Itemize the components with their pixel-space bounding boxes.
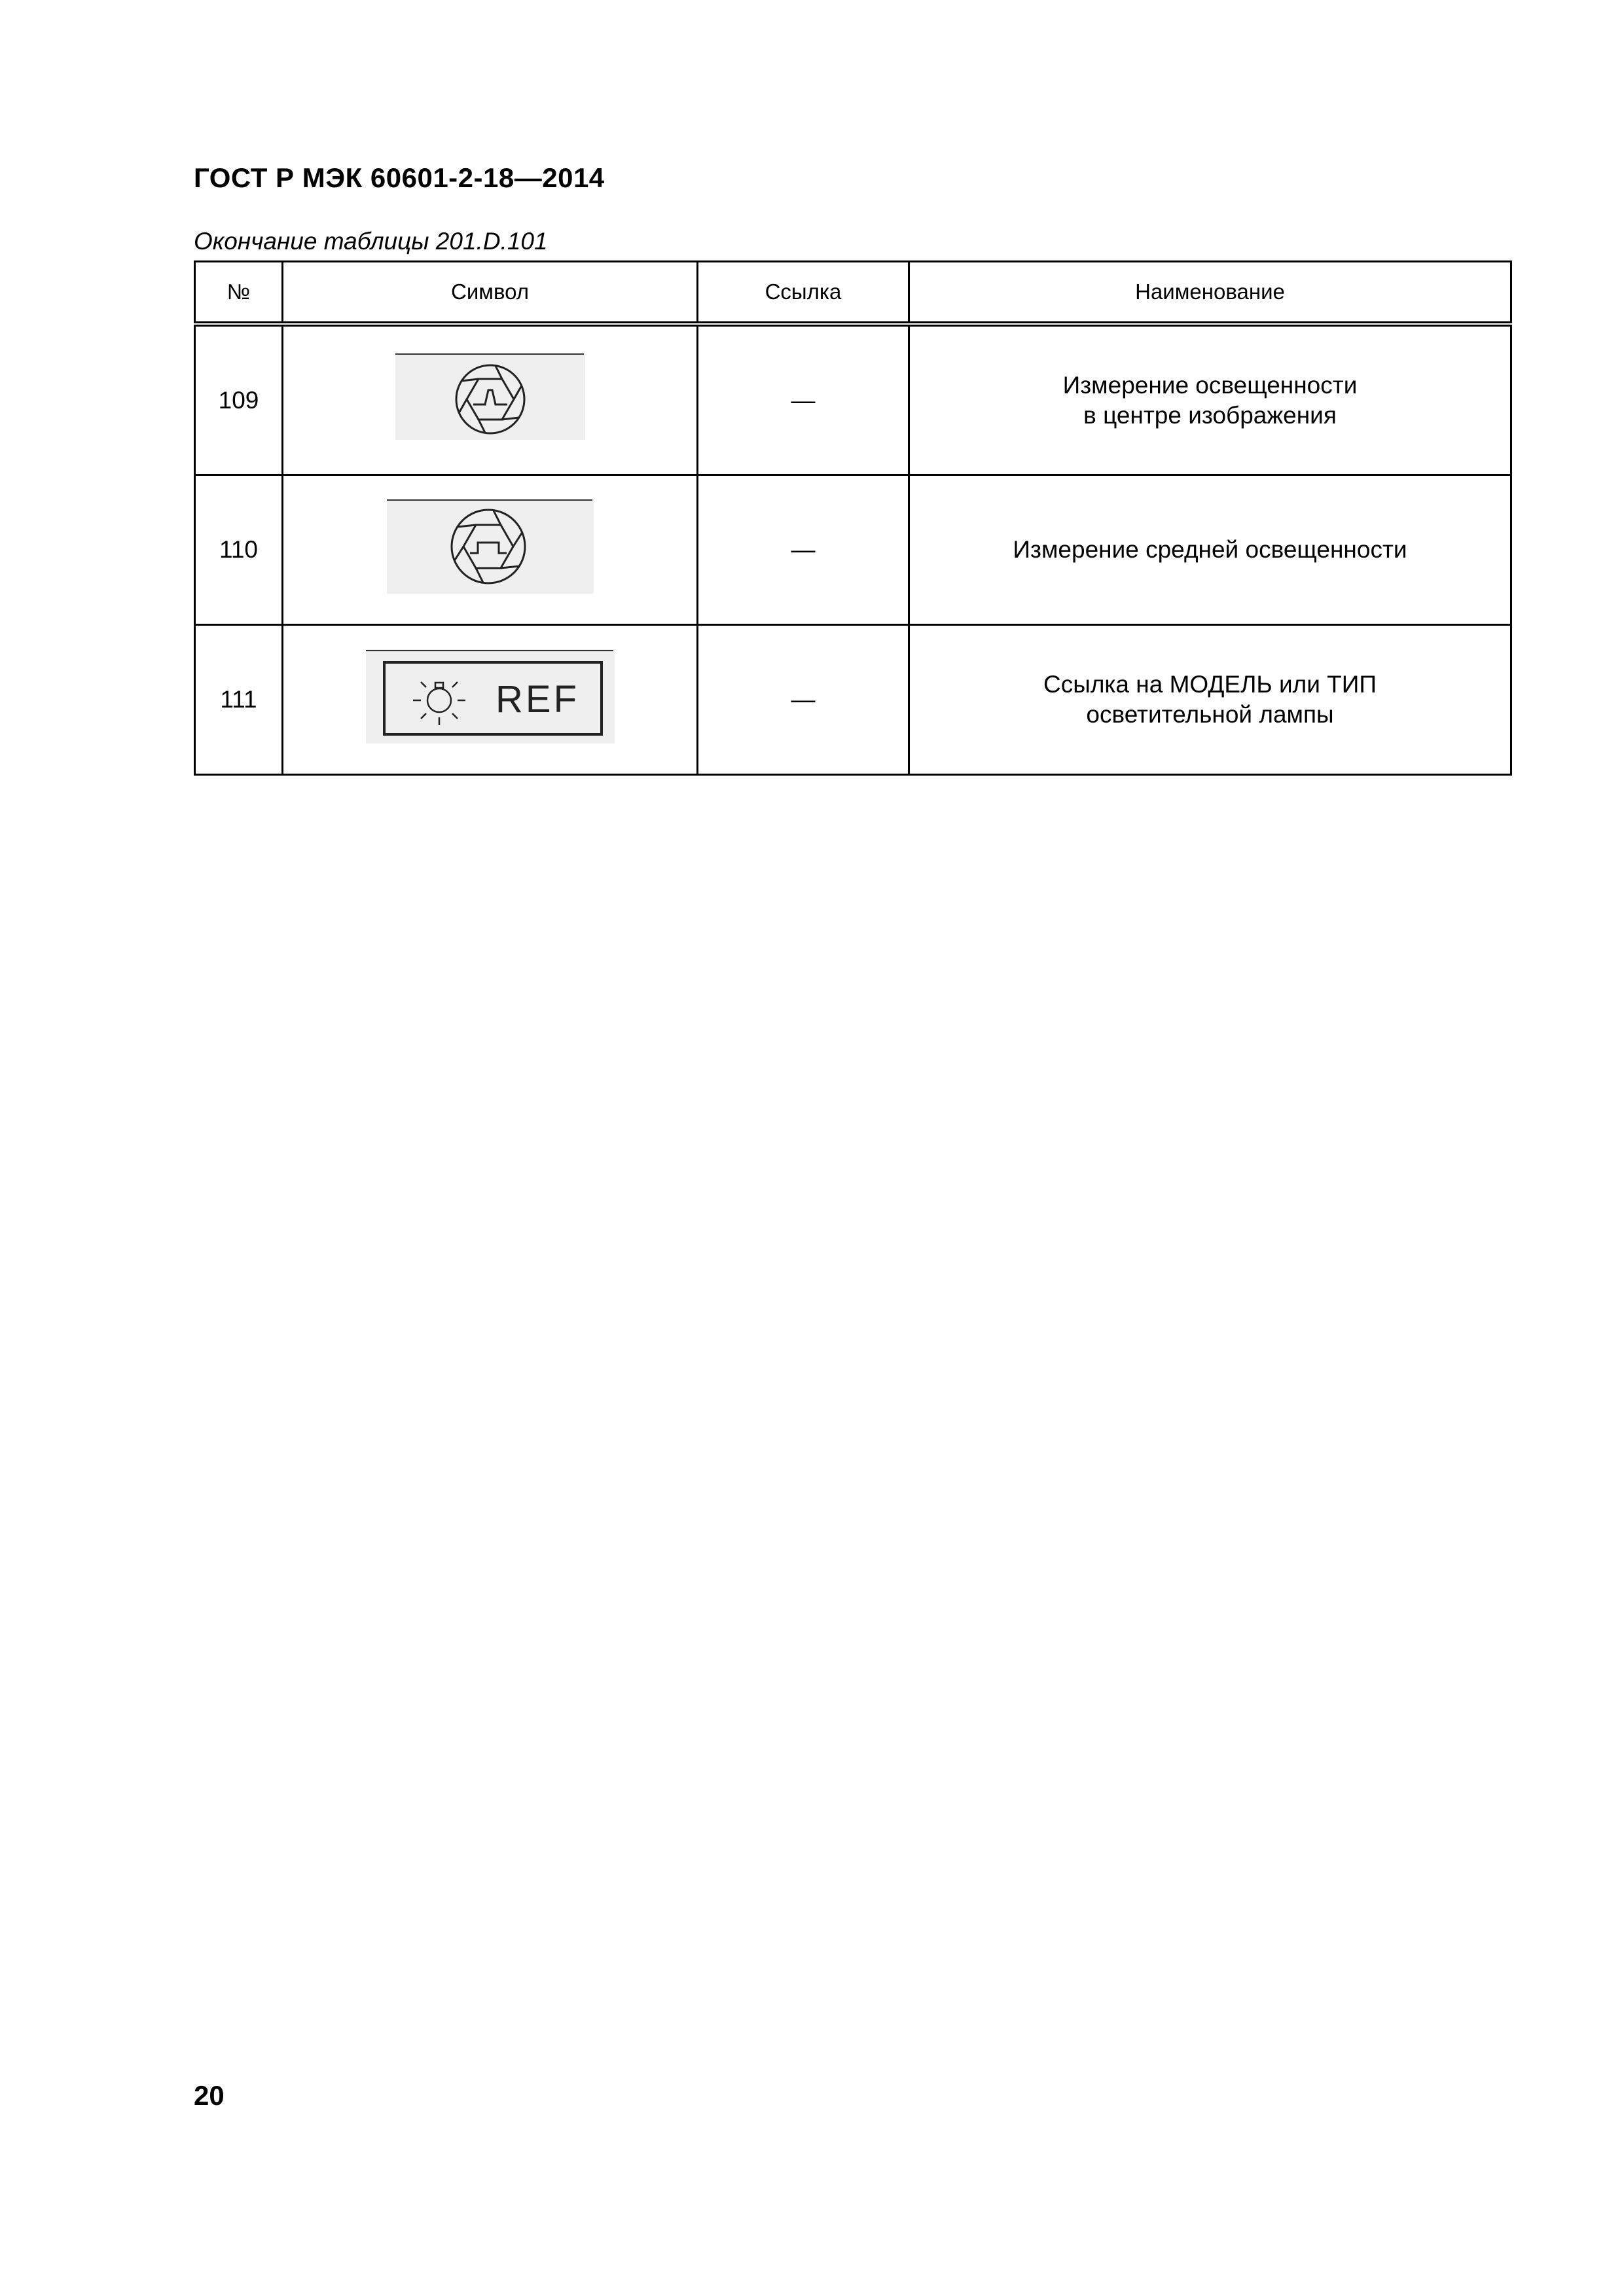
name-line: Измерение средней освещенности <box>1013 536 1407 563</box>
reference-cell: — <box>698 324 909 475</box>
name-line: Ссылка на МОДЕЛЬ или ТИП <box>1043 671 1377 698</box>
table-caption: Окончание таблицы 201.D.101 <box>194 228 548 255</box>
name-line: Измерение освещенности <box>1062 371 1358 399</box>
ref-label: REF <box>495 677 579 721</box>
table-row <box>195 475 1511 625</box>
table-header-row <box>195 262 1511 325</box>
average-illuminance-measurement-icon <box>387 499 594 594</box>
page-number: 20 <box>194 2080 225 2111</box>
name-line: в центре изображения <box>1083 401 1337 429</box>
row-number: 110 <box>195 475 283 625</box>
reference-cell: — <box>698 475 909 625</box>
symbols-table <box>194 260 1512 776</box>
reference-cell: — <box>698 625 909 775</box>
column-header-reference: Ссылка <box>698 262 909 325</box>
name-line: осветительной лампы <box>1086 701 1334 728</box>
symbol-cell <box>283 625 698 775</box>
row-number: 109 <box>195 324 283 475</box>
name-cell <box>909 625 1511 775</box>
column-header-symbol: Символ <box>283 262 698 325</box>
table-row <box>195 625 1511 775</box>
row-number: 111 <box>195 625 283 775</box>
symbol-cell <box>283 324 698 475</box>
name-cell <box>909 475 1511 625</box>
name-cell <box>909 324 1511 475</box>
document-title: ГОСТ Р МЭК 60601-2-18—2014 <box>194 162 605 193</box>
symbol-cell <box>283 475 698 625</box>
center-illuminance-measurement-icon <box>395 353 585 440</box>
column-header-number: № <box>195 262 283 325</box>
table-row <box>195 324 1511 475</box>
lamp-reference-icon <box>366 649 615 744</box>
column-header-name: Наименование <box>909 262 1511 325</box>
